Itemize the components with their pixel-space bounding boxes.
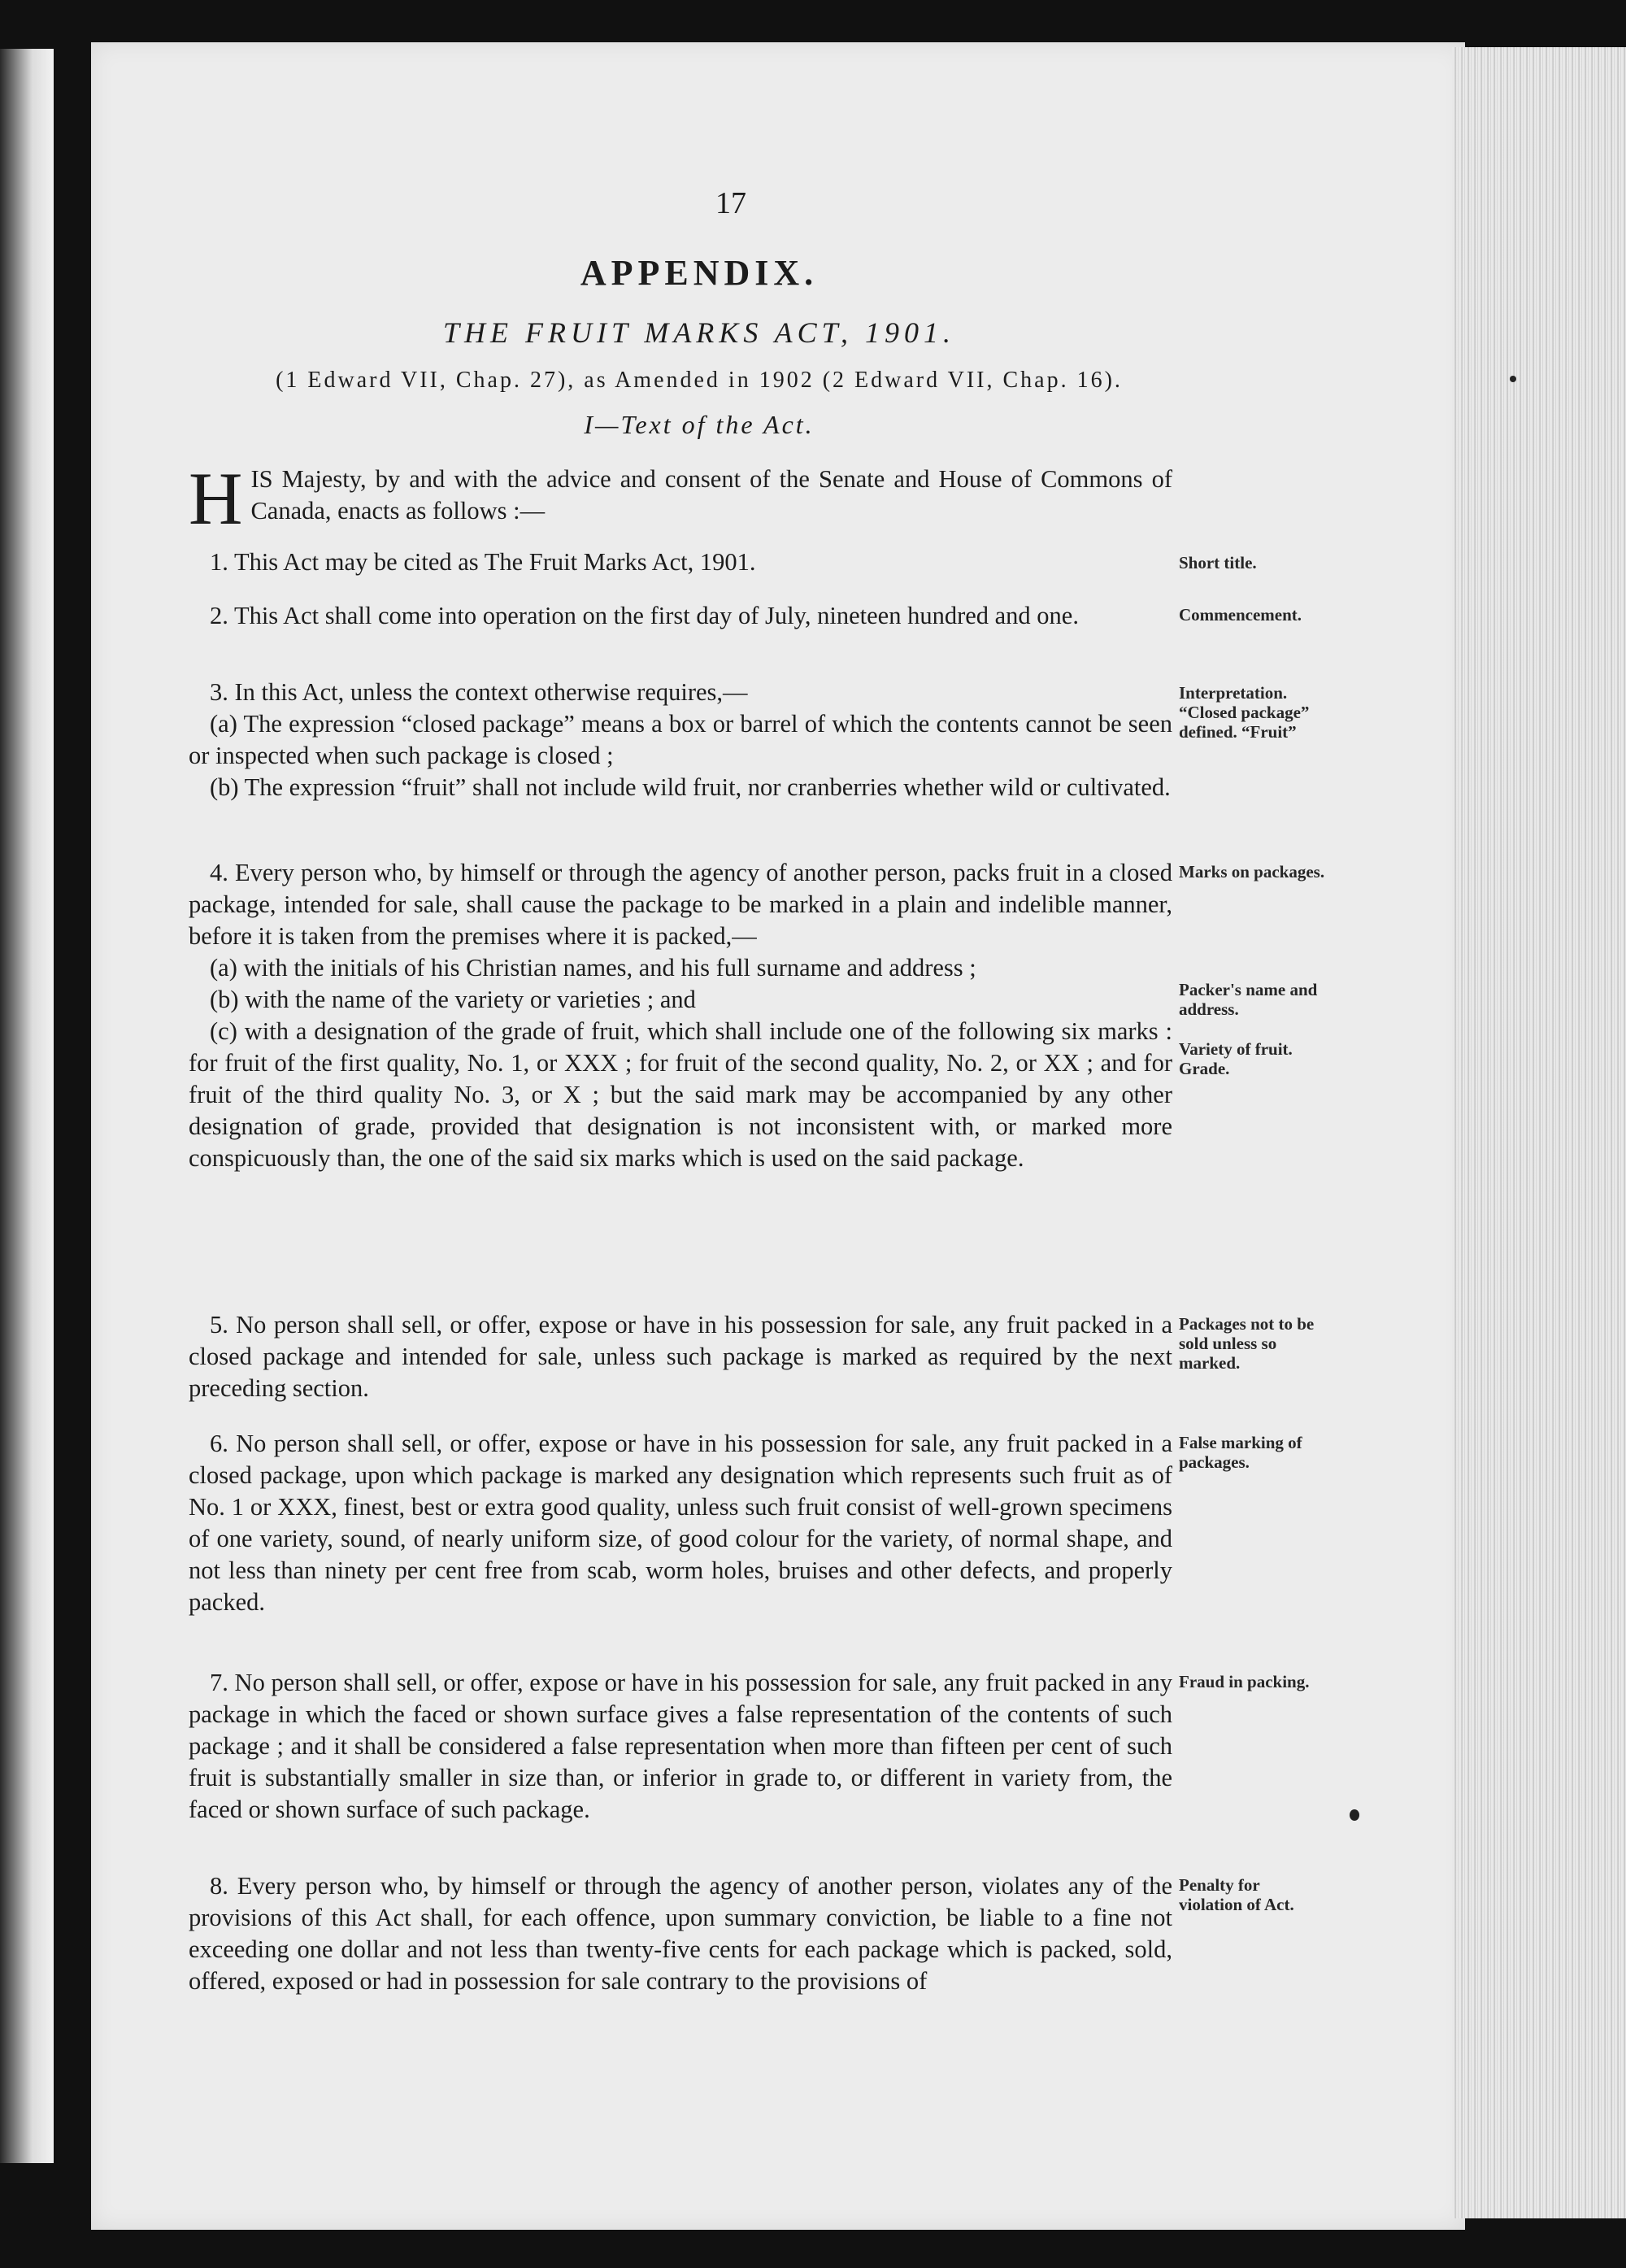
act-title: THE FRUIT MARKS ACT, 1901. — [442, 316, 956, 349]
preamble-text: IS Majesty, by and with the advice and consent of the Senate and House of Commons of Canada, enacts as follows :— — [250, 465, 1172, 525]
section-text: In this Act, unless the context otherwise requires,— — [234, 678, 748, 706]
section-number: 2. — [210, 602, 228, 629]
section-7 — [189, 1667, 1172, 1826]
drop-cap: H — [189, 457, 243, 540]
margin-note: Variety of fruit. Grade. — [1179, 1039, 1293, 1078]
left-page-edge — [0, 49, 54, 2163]
section-5 — [189, 1309, 1172, 1404]
margin-note: Packages not to be sold unless so marked. — [1179, 1314, 1315, 1373]
section-1 — [189, 546, 1172, 578]
act-citation: (1 Edward VII, Chap. 27), as Amended in 1902 (2 Edward VII, Chap. 16). — [276, 368, 1123, 393]
section-number: 6. — [210, 1430, 228, 1457]
section-3 — [189, 677, 1172, 803]
speck-mark — [1510, 376, 1516, 382]
margin-note: Commencement. — [1179, 605, 1302, 625]
section-8 — [189, 1870, 1172, 1997]
margin-note: Interpretation. “Closed package” defined. “Fruit” — [1179, 683, 1310, 742]
margin-note: Penalty for violation of Act. — [1179, 1875, 1294, 1914]
appendix-heading: APPENDIX. — [580, 253, 819, 293]
section-text: No person shall sell, or offer, expose or have in his possession for sale, any fruit packed in a closed package and intended for sale, unless such package is marked as required by the next preceding section. — [189, 1311, 1173, 1402]
clause-b: (b) with the name of the variety or varieties ; and — [210, 986, 696, 1013]
section-text: No person shall sell, or offer, expose or have in his possession for sale, any fruit packed in a closed package, upon which package is marked any designation which represents such fruit as of No. 1 or XXX, finest, best or extra good quality, unless such fruit consist of well-grown specimens of one variety, sound, of nearly uniform size, of good colour for the variety, of normal shape, and not less than ninety per cent free from scab, worm holes, bruises and other defects, and properly packed. — [189, 1430, 1173, 1616]
section-number: 4. — [210, 859, 228, 886]
section-number: 5. — [210, 1311, 228, 1339]
page-stack-edge — [1452, 47, 1626, 2218]
clause-c: (c) with a designation of the grade of fruit, which shall include one of the following six marks : for fruit of the first quality, No. 1, or XXX ; for fruit of the second quality, No. 2, or XX ; and for fruit of the third quality No. 3, or X ; but the said mark may be accompanied by any other designation of grade, provided that designation is not inconsistent with, or marked more conspicuously than, the one of the said six marks which is used on the said package. — [189, 1017, 1172, 1172]
clause-a: (a) The expression “closed package” means a box or barrel of which the contents cannot be seen or inspected when such package is closed ; — [189, 710, 1172, 769]
section-number: 1. — [210, 548, 228, 576]
preamble — [189, 457, 1172, 540]
clause-a: (a) with the initials of his Christian names, and his full surname and address ; — [210, 954, 976, 982]
section-number: 8. — [210, 1872, 228, 1900]
section-6 — [189, 1428, 1172, 1618]
section-text: Every person who, by himself or through the agency of another person, violates any of the provisions of this Act shall, for each offence, upon summary conviction, be liable to a fine not exceeding one dollar and not less than twenty-five cents for each package which is packed, sold, offered, exposed or had in possession for sale contrary to the provisions of — [189, 1872, 1173, 1995]
margin-note: False marking of packages. — [1179, 1433, 1302, 1472]
section-text: This Act shall come into operation on the first day of July, nineteen hundred and one. — [233, 602, 1079, 629]
section-number: 7. — [210, 1669, 228, 1696]
page-number: 17 — [715, 186, 746, 220]
section-2 — [189, 600, 1172, 632]
clause-b: (b) The expression “fruit” shall not include wild fruit, nor cranberries whether wild or cultivated. — [210, 773, 1171, 801]
section-text: No person shall sell, or offer, expose or have in his possession for sale, any fruit packed in any package in which the faced or shown surface gives a false representation of the contents of such package ; and it shall be considered a false representation when more than fifteen per cent of such fruit is substantially smaller in size than, or inferior in grade to, or different in variety from, the faced or shown surface of such package. — [189, 1669, 1173, 1823]
margin-note: Short title. — [1179, 553, 1257, 572]
section-number: 3. — [210, 678, 228, 706]
section-text: This Act may be cited as The Fruit Marks Act, 1901. — [233, 548, 756, 576]
section-4 — [189, 857, 1172, 1174]
margin-note: Marks on packages. — [1179, 862, 1325, 882]
margin-note: Fraud in packing. — [1179, 1672, 1310, 1691]
text-heading: I—Text of the Act. — [584, 410, 815, 439]
margin-note: Packer's name and address. — [1179, 980, 1318, 1019]
speck-mark — [1350, 1809, 1359, 1821]
section-text: Every person who, by himself or through the agency of another person, packs fruit in a closed package, intended for sale, shall cause the package to be marked in a plain and indelible manner, before it is taken from the premises where it is packed,— — [189, 859, 1173, 950]
